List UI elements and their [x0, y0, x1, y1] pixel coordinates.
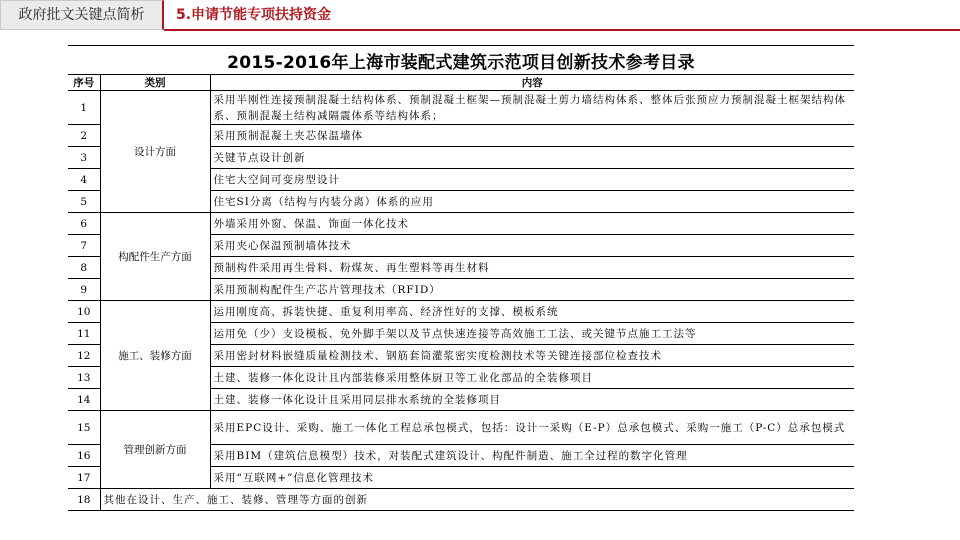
row-content: 采用“互联网+”信息化管理技术 [210, 467, 854, 489]
row-content: 采用密封材料嵌缝质量检测技术、钢筋套筒灌浆密实度检测技术等关键连接部位检查技术 [210, 345, 854, 367]
row-number: 9 [68, 279, 100, 301]
row-category: 施工、装修方面 [100, 301, 210, 411]
row-number: 3 [68, 147, 100, 169]
table-row [68, 489, 854, 511]
row-category: 设计方面 [100, 91, 210, 213]
table-row [68, 411, 854, 445]
row-content: 运用免（少）支设模板、免外脚手架以及节点快速连接等高效施工工法、或关键节点施工工法等 [210, 323, 854, 345]
row-number: 14 [68, 389, 100, 411]
row-content: 关键节点设计创新 [210, 147, 854, 169]
row-number: 13 [68, 367, 100, 389]
page-title: 5.申请节能专项扶持资金 [176, 7, 332, 23]
document-title: 2015-2016年上海市装配式建筑示范项目创新技术参考目录 [227, 53, 695, 73]
table-header-row [68, 75, 854, 91]
row-category: 管理创新方面 [100, 411, 210, 489]
table-row [68, 91, 854, 125]
row-number: 18 [68, 489, 100, 511]
row-number: 6 [68, 213, 100, 235]
row-content: 土建、装修一体化设计且采用同层排水系统的全装修项目 [210, 389, 854, 411]
row-content: 预制构件采用再生骨料、粉煤灰、再生塑料等再生材料 [210, 257, 854, 279]
section-tag: 政府批文关键点简析 [0, 0, 164, 30]
row-content: 采用半刚性连接预制混凝土结构体系、预制混凝土框架—预制混凝土剪力墙结构体系、整体后张预应力预制混凝土框架结构体系、预制混凝土结构减隔震体系等结构体系； [210, 91, 854, 125]
row-number: 4 [68, 169, 100, 191]
column-header-number: 序号 [68, 75, 100, 91]
row-number: 10 [68, 301, 100, 323]
row-number: 7 [68, 235, 100, 257]
row-content: 住宅SI分离（结构与内装分离）体系的应用 [210, 191, 854, 213]
catalog-table [68, 74, 854, 511]
row-number: 5 [68, 191, 100, 213]
row-number: 15 [68, 411, 100, 445]
row-content: 其他在设计、生产、施工、装修、管理等方面的创新 [100, 489, 854, 511]
row-number: 2 [68, 125, 100, 147]
table-top-rule [68, 45, 854, 46]
table-row [68, 301, 854, 323]
row-content: 采用预制混凝土夹芯保温墙体 [210, 125, 854, 147]
table-body [68, 91, 854, 511]
row-number: 11 [68, 323, 100, 345]
row-content: 采用预制构配件生产芯片管理技术（RFID） [210, 279, 854, 301]
column-header-content: 内容 [210, 75, 854, 91]
row-content: 住宅大空间可变房型设计 [210, 169, 854, 191]
row-content: 土建、装修一体化设计且内部装修采用整体厨卫等工业化部品的全装修项目 [210, 367, 854, 389]
row-content: 外墙采用外窗、保温、饰面一体化技术 [210, 213, 854, 235]
row-category: 构配件生产方面 [100, 213, 210, 301]
row-number: 17 [68, 467, 100, 489]
row-number: 12 [68, 345, 100, 367]
row-number: 1 [68, 91, 100, 125]
row-content: 采用EPC设计、采购、施工一体化工程总承包模式，包括：设计一采购（E-P）总承包模式、采购一施工（P-C）总承包模式 [210, 411, 854, 445]
table-row [68, 213, 854, 235]
row-number: 16 [68, 445, 100, 467]
row-number: 8 [68, 257, 100, 279]
header-divider [164, 29, 960, 31]
row-content: 采用夹心保温预制墙体技术 [210, 235, 854, 257]
row-content: 采用BIM（建筑信息模型）技术，对装配式建筑设计、构配件制造、施工全过程的数字化管理 [210, 445, 854, 467]
row-content: 运用刚度高、拆装快捷、重复利用率高、经济性好的支撑、模板系统 [210, 301, 854, 323]
column-header-category: 类别 [100, 75, 210, 91]
